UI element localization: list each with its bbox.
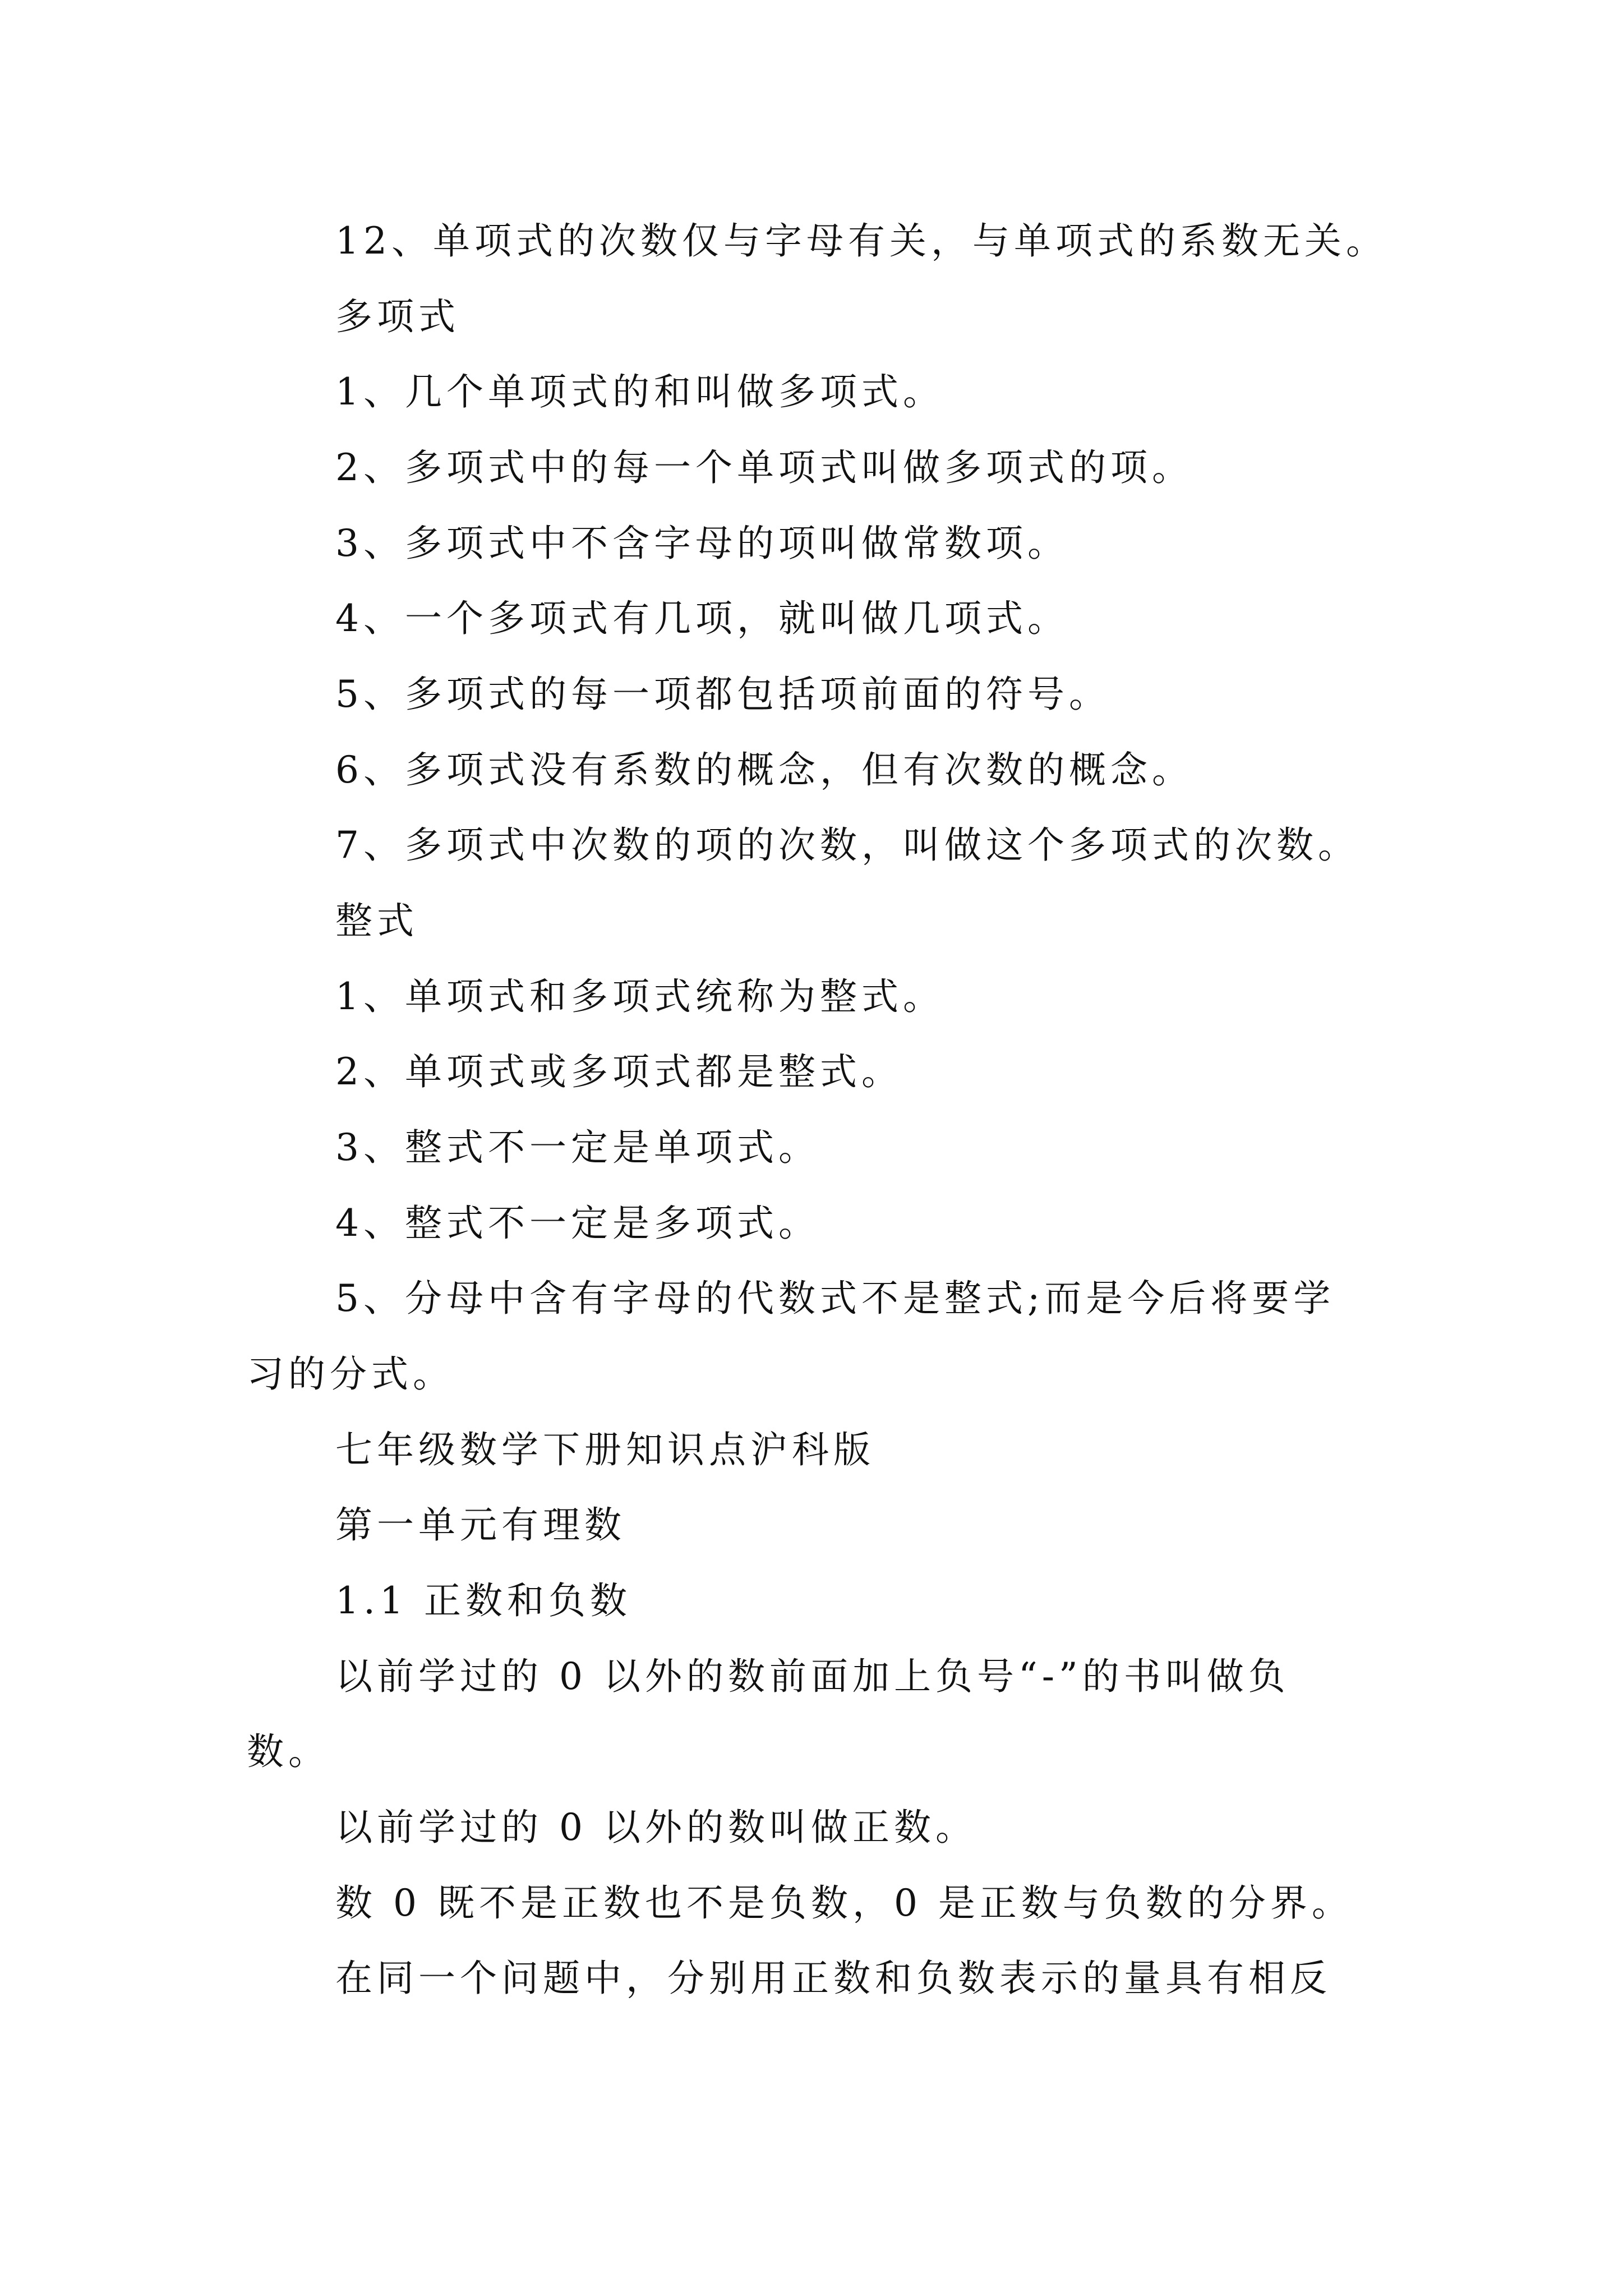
text-line: 1、几个单项式的和叫做多项式。 — [335, 370, 944, 413]
text-line: 以前学过的 0 以外的数叫做正数。 — [335, 1806, 977, 1849]
section-heading-grade7-math: 七年级数学下册知识点沪科版 — [335, 1428, 875, 1471]
text-line: 4、一个多项式有几项，就叫做几项式。 — [335, 597, 1069, 640]
text-line: 5、多项式的每一项都包括项前面的符号。 — [335, 673, 1110, 716]
text-line: 2、单项式或多项式都是整式。 — [335, 1050, 903, 1093]
text-line: 以前学过的 0 以外的数前面加上负号“-”的书叫做负 — [335, 1655, 1290, 1698]
text-line: 6、多项式没有系数的概念，但有次数的概念。 — [335, 748, 1193, 792]
text-line: 3、多项式中不含字母的项叫做常数项。 — [335, 522, 1069, 565]
text-line: 2、多项式中的每一个单项式叫做多项式的项。 — [335, 446, 1193, 489]
text-line-continuation: 习的分式。 — [247, 1352, 454, 1396]
text-line: 在同一个问题中，分别用正数和负数表示的量具有相反 — [335, 1957, 1331, 2000]
text-line: 数 0 既不是正数也不是负数，0 是正数与负数的分界。 — [335, 1881, 1353, 1925]
section-heading-polynomial: 多项式 — [335, 295, 460, 338]
text-line-continuation: 数。 — [247, 1730, 330, 1773]
section-heading-1-1: 1.1 正数和负数 — [335, 1579, 631, 1622]
section-heading-unit1: 第一单元有理数 — [335, 1503, 626, 1547]
text-line: 1、单项式和多项式统称为整式。 — [335, 975, 944, 1018]
text-line: 7、多项式中次数的项的次数，叫做这个多项式的次数。 — [335, 823, 1359, 867]
text-line: 4、整式不一定是多项式。 — [335, 1202, 820, 1245]
text-line-single-term-degree-note: 12、单项式的次数仅与字母有关，与单项式的系数无关。 — [335, 219, 1387, 263]
text-line: 3、整式不一定是单项式。 — [335, 1126, 820, 1169]
text-line: 5、分母中含有字母的代数式不是整式;而是今后将要学 — [335, 1277, 1335, 1320]
section-heading-integral-expression: 整式 — [335, 899, 418, 942]
